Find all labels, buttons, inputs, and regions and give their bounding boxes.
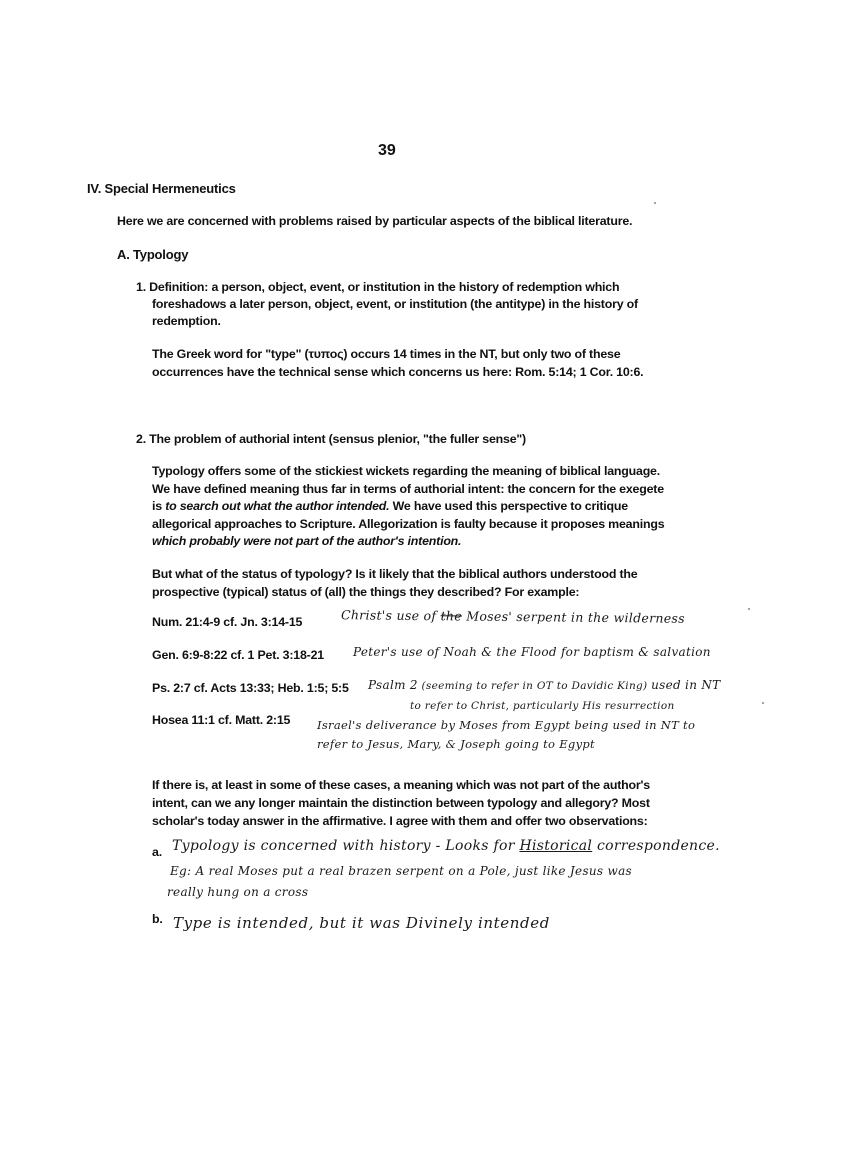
- observation-label: b.: [152, 912, 163, 926]
- example-reference: Num. 21:4-9 cf. Jn. 3:14-15: [152, 615, 303, 629]
- definition-line: redemption.: [152, 314, 221, 328]
- handwritten-observation: Eg: A real Moses put a real brazen serpent on a Pole, just like Jesus was: [170, 864, 632, 878]
- scan-speck: [748, 608, 750, 610]
- handwritten-observation: [172, 838, 720, 854]
- handwritten-text: Psalm 2: [368, 678, 418, 692]
- paragraph-line: prospective (typical) status of (all) the things they described? For example:: [152, 585, 580, 599]
- page-number: 39: [378, 142, 396, 159]
- paragraph-text: We have used this perspective to critique: [389, 499, 628, 513]
- definition-line: foreshadows a later person, object, event, or institution (the antitype) in the history of: [152, 297, 638, 311]
- handwritten-text: (seeming to refer in OT to Davidic King): [417, 680, 652, 692]
- handwritten-note: refer to Jesus, Mary, & Joseph going to Egypt: [317, 737, 595, 751]
- greek-word-line: The Greek word for "type" (τυπος) occurs 14 times in the NT, but only two of these: [152, 347, 621, 361]
- scan-speck: [654, 202, 656, 204]
- handwritten-text: Moses' serpent in the wilderness: [461, 608, 685, 626]
- handwritten-text: used in NT: [651, 678, 721, 692]
- scan-speck: [762, 702, 764, 704]
- section-intro: Here we are concerned with problems raised by particular aspects of the biblical literature.: [117, 214, 633, 228]
- emphasis-text: which probably were not part of the author's intention.: [152, 534, 462, 548]
- handwritten-note: Peter's use of Noah & the Flood for baptism & salvation: [353, 645, 711, 659]
- paragraph-line: Typology offers some of the stickiest wickets regarding the meaning of biblical language.: [152, 464, 660, 478]
- example-reference: Ps. 2:7 cf. Acts 13:33; Heb. 1:5; 5:5: [152, 681, 349, 695]
- definition-line: 1. Definition: a person, object, event, or institution in the history of redemption which: [136, 280, 620, 294]
- example-reference: Hosea 11:1 cf. Matt. 2:15: [152, 713, 291, 727]
- emphasis-text: to search out what the author intended.: [165, 499, 390, 513]
- handwritten-note: [341, 607, 685, 626]
- handwritten-text: Typology is concerned with history - Looks for: [172, 838, 520, 854]
- observation-label: a.: [152, 845, 162, 859]
- underlined-text: Historical: [519, 838, 593, 854]
- struck-text: the: [440, 608, 463, 624]
- paragraph-line: allegorical approaches to Scripture. Allegorization is faulty because it proposes meanings: [152, 517, 665, 531]
- handwritten-observation: really hung on a cross: [167, 885, 309, 899]
- handwritten-note: Israel's deliverance by Moses from Egypt being used in NT to: [317, 718, 696, 732]
- section-heading: IV. Special Hermeneutics: [87, 181, 236, 196]
- paragraph-line: intent, can we any longer maintain the distinction between typology and allegory? Most: [152, 796, 650, 810]
- paragraph-text: is: [152, 499, 166, 513]
- paragraph-line: [152, 497, 628, 515]
- example-reference: Gen. 6:9-8:22 cf. 1 Pet. 3:18-21: [152, 648, 324, 662]
- handwritten-text: Christ's use of: [340, 607, 437, 624]
- handwritten-note: [368, 678, 720, 692]
- item2-heading: 2. The problem of authorial intent (sensus plenior, "the fuller sense"): [136, 432, 526, 446]
- handwritten-text: correspondence.: [592, 838, 720, 854]
- greek-word-line: occurrences have the technical sense which concerns us here: Rom. 5:14; 1 Cor. 10:6.: [152, 365, 644, 379]
- paragraph-line: But what of the status of typology? Is it likely that the biblical authors understood the: [152, 567, 638, 581]
- paragraph-line: We have defined meaning thus far in terms of authorial intent: the concern for the exegete: [152, 482, 664, 496]
- handwritten-observation: Type is intended, but it was Divinely intended: [173, 914, 550, 932]
- paragraph-line: If there is, at least in some of these cases, a meaning which was not part of the author's: [152, 778, 650, 792]
- subsection-heading: A. Typology: [117, 247, 189, 262]
- handwritten-note: to refer to Christ, particularly His resurrection: [410, 700, 675, 712]
- paragraph-line: scholar's today answer in the affirmative. I agree with them and offer two observations:: [152, 814, 648, 828]
